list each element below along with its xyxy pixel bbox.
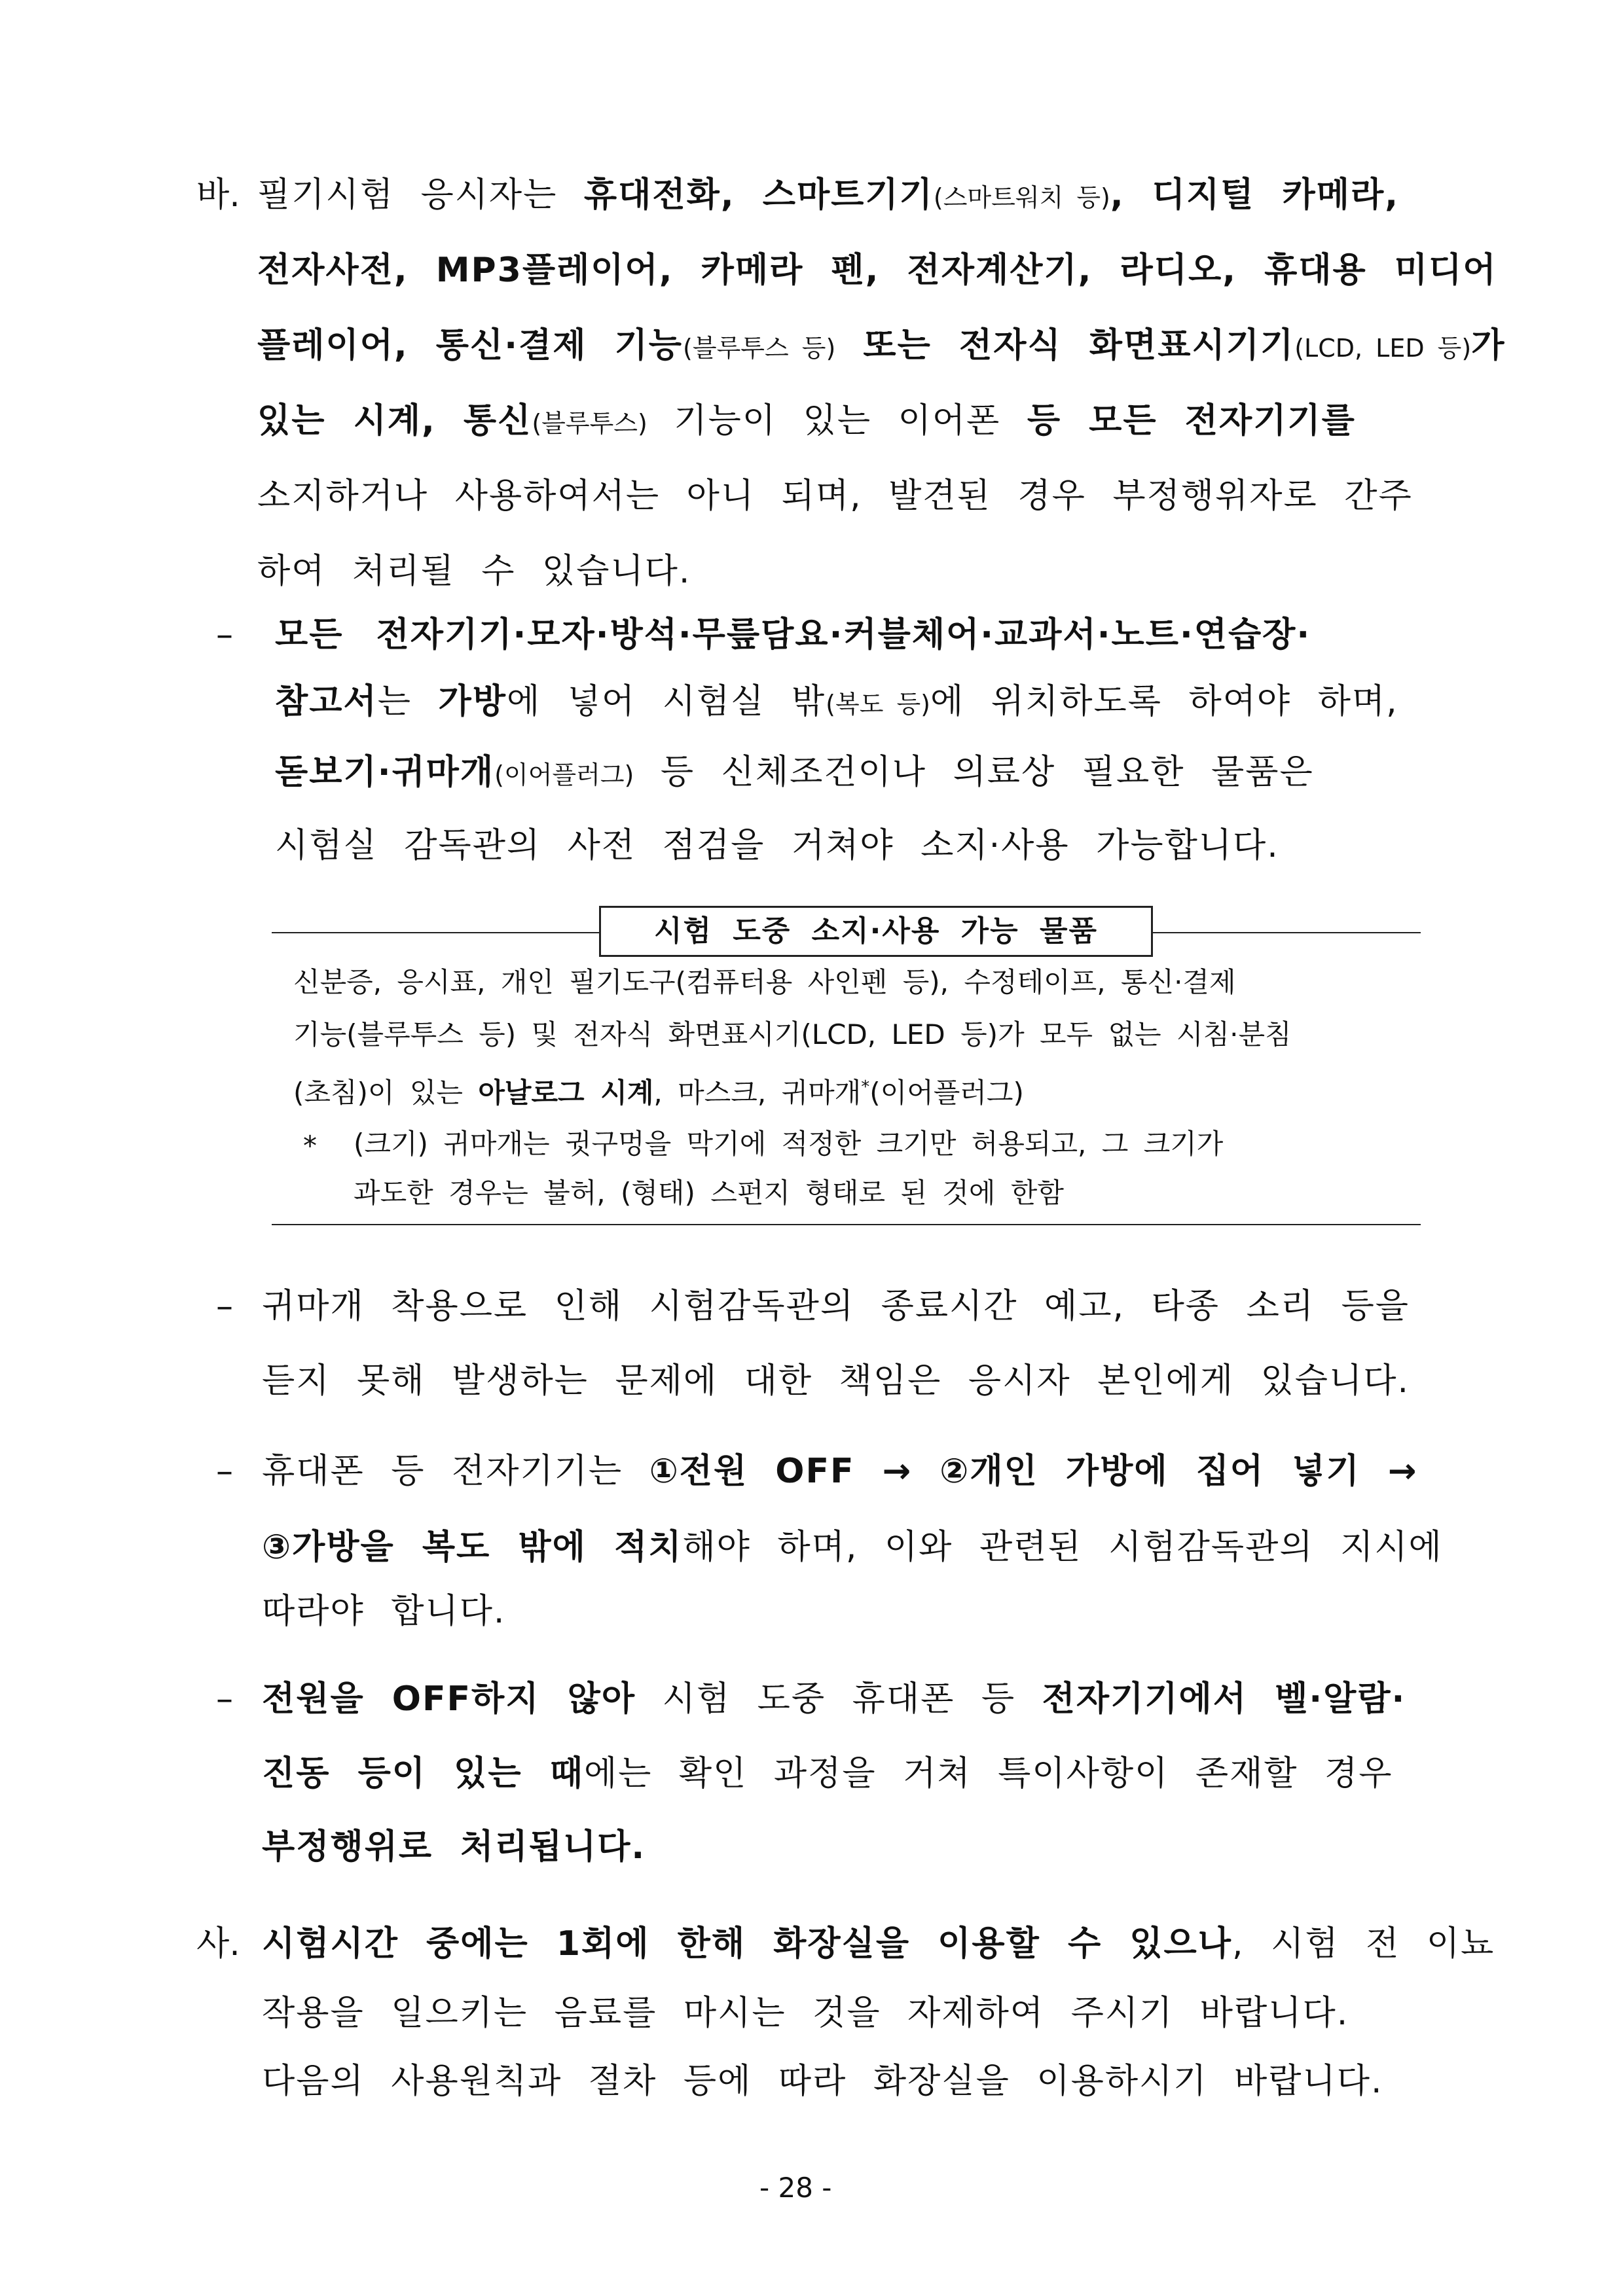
sa-line-3: 다음의 사용원칙과 절차 등에 따라 화장실을 이용하시기 바랍니다.: [262, 2062, 1383, 2101]
box-top-rule-right: [1149, 932, 1421, 933]
allowed-items-line-3: (초침)이 있는 아날로그 시계, 마스크, 귀마개*(이어플러그): [293, 1077, 1024, 1109]
sa-line-1: 시험시간 중에는 1회에 한해 화장실을 이용할 수 있으나, 시험 전 이뇨: [262, 1924, 1495, 1964]
d4-line-3: 부정행위로 처리됩니다.: [262, 1827, 646, 1867]
d2-line-1: 귀마개 착용으로 인해 시험감독관의 종료시간 예고, 타종 소리 등을: [262, 1287, 1410, 1326]
note-line-1: (크기) 귀마개는 귓구멍을 막기에 적정한 크기만 허용되고, 그 크기가: [354, 1128, 1224, 1160]
section-marker-sa: 사.: [196, 1924, 240, 1964]
ba-line-4: 있는 시계, 통신(블루투스) 기능이 있는 이어폰 등 모든 전자기기를: [257, 401, 1356, 440]
sa-line-2: 작용을 일으키는 음료를 마시는 것을 자제하여 주시기 바랍니다.: [262, 1994, 1349, 2033]
ba-line-1: 필기시험 응시자는 휴대전화, 스마트기기(스마트워치 등), 디지털 카메라,: [257, 175, 1399, 215]
ba-line-5: 소지하거나 사용하여서는 아니 되며, 발견된 경우 부정행위자로 간주: [257, 476, 1413, 516]
note-line-2: 과도한 경우는 불허, (형태) 스펀지 형태로 된 것에 한함: [354, 1177, 1064, 1209]
allowed-items-line-1: 신분증, 응시표, 개인 필기도구(컴퓨터용 사인펜 등), 수정테이프, 통신·결제: [293, 966, 1236, 998]
d1-line-4: 시험실 감독관의 사전 점검을 거쳐야 소지·사용 가능합니다.: [275, 826, 1279, 865]
section-marker-ba: 바.: [196, 175, 240, 215]
box-bottom-rule: [272, 1224, 1421, 1225]
d3-line-3: 따라야 합니다.: [262, 1592, 506, 1631]
page-number: - 28 -: [759, 2172, 832, 2204]
d4-line-1: 전원을 OFF하지 않아 시험 도중 휴대폰 등 전자기기에서 벨·알람·: [262, 1679, 1406, 1719]
d1-line-3: 돋보기·귀마개(이어플러그) 등 신체조건이나 의료상 필요한 물품은: [275, 753, 1314, 792]
allowed-items-line-2: 기능(블루투스 등) 및 전자식 화면표시기(LCD, LED 등)가 모두 없는 시침·분침: [293, 1018, 1292, 1050]
ba-line-3: 플레이어, 통신·결제 기능(블루투스 등) 또는 전자식 화면표시기기(LCD, LED 등)가: [257, 326, 1506, 365]
ba-line-6: 하여 처리될 수 있습니다.: [257, 552, 691, 591]
dash-marker: –: [216, 1679, 233, 1719]
d1-line-2: 참고서는 가방에 넣어 시험실 밖(복도 등)에 위치하도록 하여야 하며,: [275, 682, 1398, 721]
ba-line-2: 전자사전, MP3플레이어, 카메라 펜, 전자계산기, 라디오, 휴대용 미디어: [257, 251, 1497, 290]
note-marker: *: [303, 1130, 317, 1162]
dash-marker: –: [216, 1287, 233, 1326]
allowed-items-title: 시험 도중 소지·사용 가능 물품: [599, 906, 1153, 957]
d3-line-1: 휴대폰 등 전자기기는 ①전원 OFF → ②개인 가방에 집어 넣기 →: [262, 1452, 1418, 1491]
d3-line-2: ③가방을 복도 밖에 적치해야 하며, 이와 관련된 시험감독관의 지시에: [262, 1528, 1443, 1567]
d2-line-2: 듣지 못해 발생하는 문제에 대한 책임은 응시자 본인에게 있습니다.: [262, 1361, 1410, 1401]
dash-marker: –: [216, 1452, 233, 1491]
d4-line-2: 진동 등이 있는 때에는 확인 과정을 거쳐 특이사항이 존재할 경우: [262, 1754, 1393, 1793]
box-top-rule-left: [272, 932, 599, 933]
dash-marker: –: [216, 615, 233, 655]
d1-line-1: 모든 전자기기·모자·방석·무릎담요·커블체어·교과서·노트·연습장·: [275, 615, 1311, 655]
